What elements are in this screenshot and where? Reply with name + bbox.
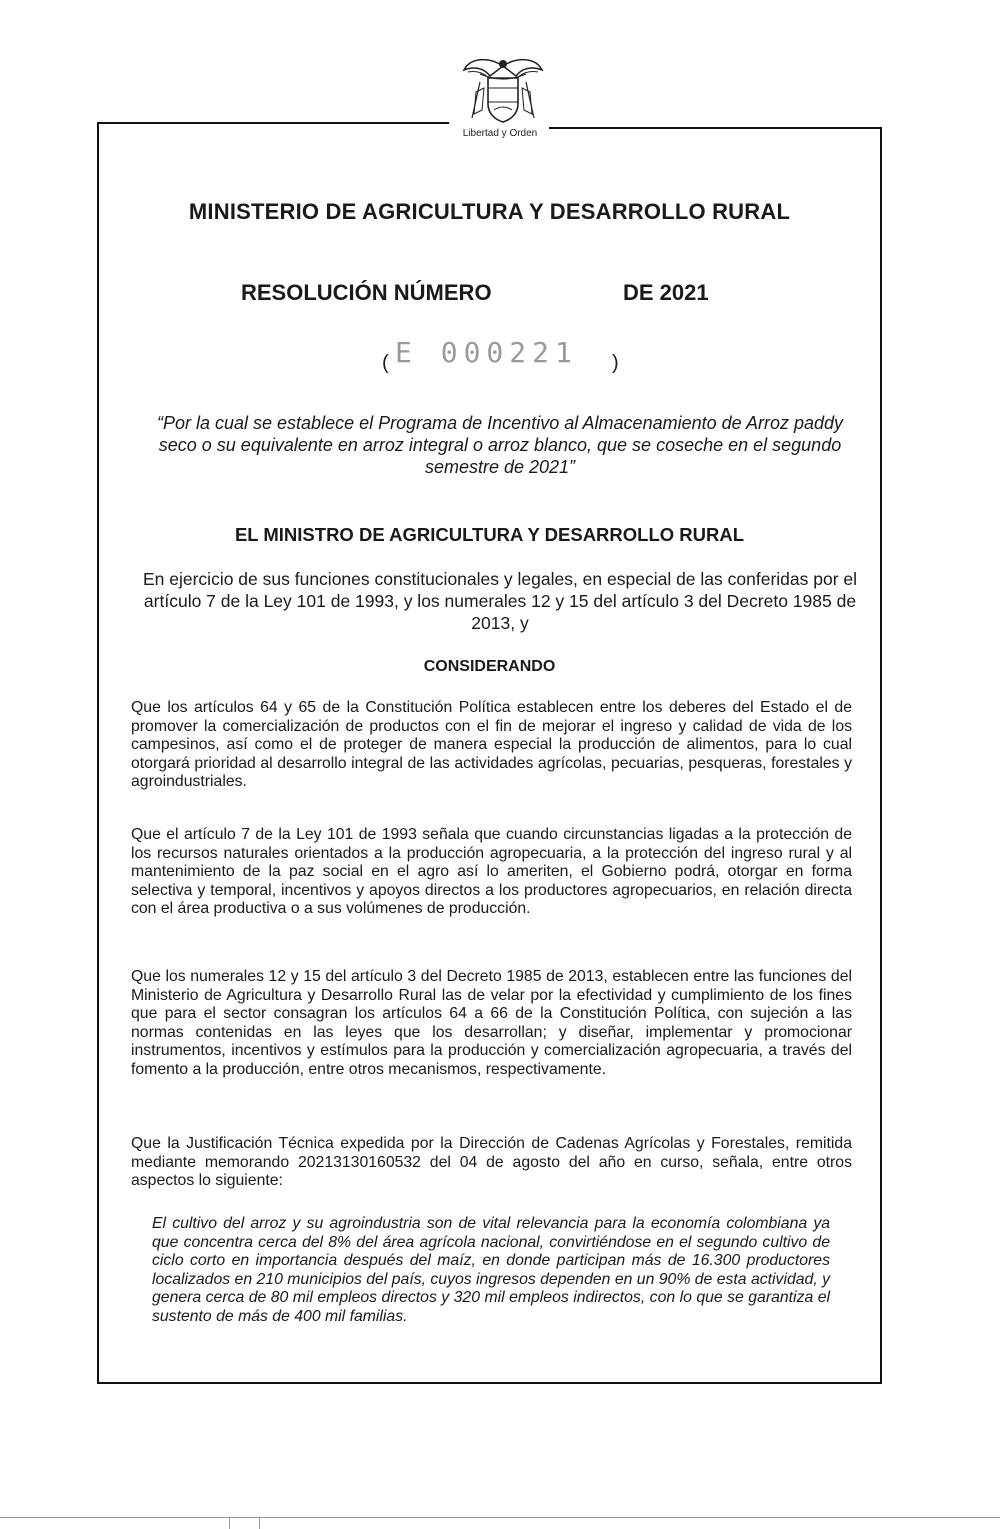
frame-border-top-right xyxy=(549,127,882,129)
resolution-subject: “Por la cual se establece el Programa de Incentivo al Almacenamiento de Arroz paddy seco o su equivalente en arroz integral o arroz blanco, que se coseche en el segundo semestre de 2021” xyxy=(156,413,844,477)
resolution-number-stamp: E 000221 xyxy=(395,336,578,369)
footer-rule xyxy=(0,1517,1000,1518)
resolution-open-paren: ( xyxy=(382,352,389,374)
frame-border-bottom xyxy=(97,1382,882,1384)
quoted-justification: El cultivo del arroz y su agroindustria son de vital relevancia para la economía colombiana ya que concentra cerca del 8% del área agrícola nacional, convirtiéndose en el segundo cultivo de ciclo corto en importancia después del maíz, en donde participan más de 16.300 productores localizados en 210 municipios del país, cuyos ingresos dependen en un 90% de esta actividad, y genera cerca de 80 mil empleos directos y 320 mil empleos indirectos, con lo que se garantiza el sustento de más de 400 mil familias. xyxy=(152,1215,830,1325)
resolution-close-paren: ) xyxy=(612,352,619,374)
frame-border-top-left xyxy=(97,122,449,124)
emblem-motto: Libertad y Orden xyxy=(462,128,538,139)
issuer-heading: EL MINISTRO DE AGRICULTURA Y DESARROLLO RURAL xyxy=(234,524,745,545)
paragraph: Que los numerales 12 y 15 del artículo 3 del Decreto 1985 de 2013, establecen entre las funciones del Ministerio de Agricultura y Desarrollo Rural las de velar por la efectividad y cumplimiento de los fines que para el sector consagran los artículos 64 a 66 de la Constitución Política, con sujeción a las normas contenidas en las leyes que los desarrollan; y diseñar, implementar y promocionar instrumentos, incentivos y estímulos para la producción y comercialización agropecuaria, a través del fomento a la producción, entre otros mecanismos, respectivamente. xyxy=(131,968,852,1078)
frame-border-left xyxy=(97,122,99,1382)
resolution-label: RESOLUCIÓN NÚMERO xyxy=(241,280,492,305)
coat-of-arms-emblem xyxy=(458,48,548,138)
paragraph: Que los artículos 64 y 65 de la Constitución Política establecen entre los deberes del Estado el de promover la comercialización de productos con el fin de mejorar el ingreso y calidad de vida de los campesinos, así como el de proteger de manera especial la producción de alimentos, para lo cual otorgará prioridad al desarrollo integral de las actividades agrícolas, pecuarias, pesqueras, forestales y agroindustriales. xyxy=(131,699,852,790)
ministry-title: MINISTERIO DE AGRICULTURA Y DESARROLLO RURAL xyxy=(188,199,791,224)
considerando-heading: CONSIDERANDO xyxy=(423,658,556,675)
paragraph: Que la Justificación Técnica expedida por la Dirección de Cadenas Agrícolas y Forestales, remitida mediante memorando 20213130160532 del 04 de agosto del año en curso, señala, entre otros aspectos lo siguiente: xyxy=(131,1135,852,1189)
paragraph: Que el artículo 7 de la Ley 101 de 1993 señala que cuando circunstancias ligadas a la protección de los recursos naturales orientados a la producción agropecuaria, a la protección del ingreso rural y al mantenimiento de la paz social en el agro así lo ameriten, el Gobierno podrá, otorgar en forma selectiva y temporal, incentivos y apoyos directos a los productores agropecuarios, en relación directa con el área productiva o a sus volúmenes de producción. xyxy=(131,826,852,917)
coat-of-arms-icon xyxy=(458,48,548,138)
footer-tick xyxy=(229,1517,230,1529)
preamble-text: En ejercicio de sus funciones constitucionales y legales, en especial de las conferidas por el artículo 7 de la Ley 101 de 1993, y los numerales 12 y 15 del artículo 3 del Decreto 1985 de 2013, y xyxy=(142,569,858,633)
footer-tick xyxy=(259,1517,260,1529)
frame-border-right xyxy=(880,127,882,1384)
resolution-year: DE 2021 xyxy=(623,280,709,305)
